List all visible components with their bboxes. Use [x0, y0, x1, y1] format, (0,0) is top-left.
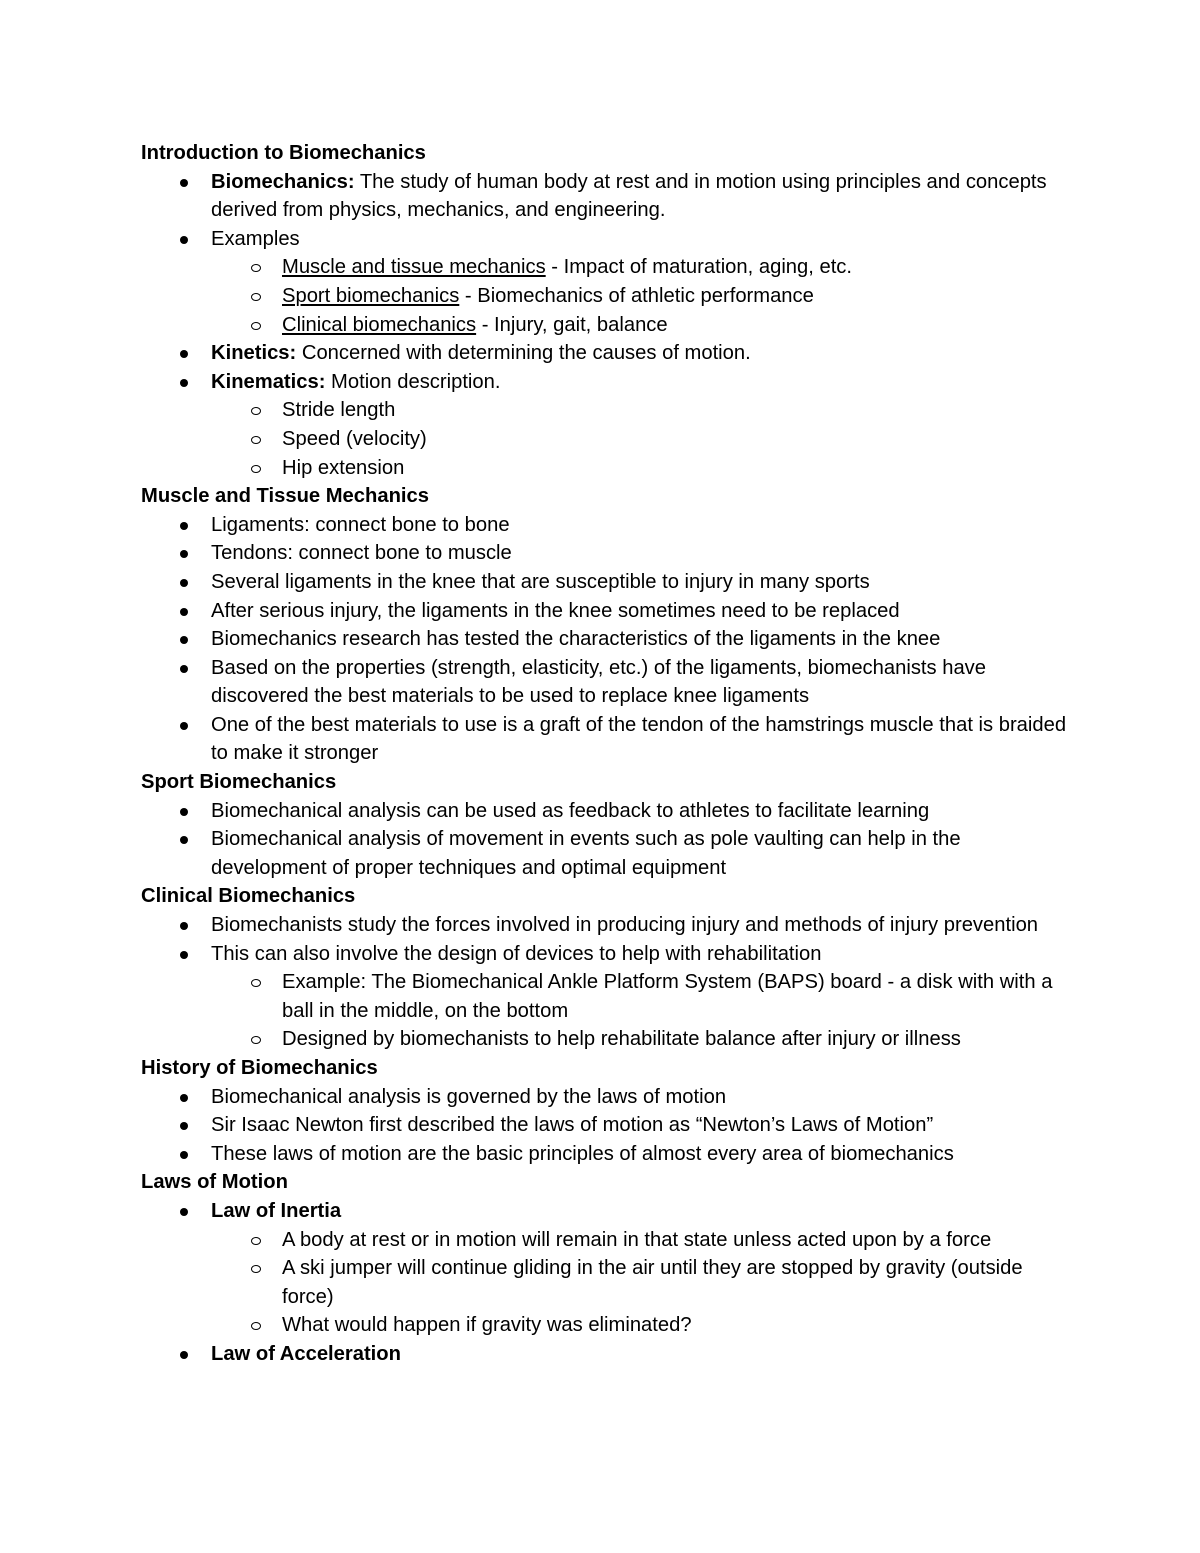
section-heading: History of Biomechanics — [141, 1057, 378, 1079]
item-text: Stride length — [282, 399, 396, 422]
list-item — [141, 625, 1071, 654]
item-text: Biomechanists study the forces involved in producing injury and methods of injury prevention — [211, 914, 1039, 937]
bullet-list — [141, 1197, 1071, 1369]
section-heading: Laws of Motion — [141, 1171, 288, 1194]
list-item — [141, 368, 1071, 482]
item-text: After serious injury, the ligaments in the knee sometimes need to be replaced — [211, 599, 900, 622]
sub-list — [141, 253, 1071, 339]
sub-list-item — [141, 968, 1071, 1025]
term: Law of Acceleration — [211, 1342, 401, 1365]
list-item — [141, 654, 1071, 711]
term: Law of Inertia — [211, 1199, 342, 1222]
item-text: Sir Isaac Newton first described the laws of motion as “Newton’s Laws of Motion” — [211, 1114, 934, 1137]
underlined-term: Sport biomechanics — [282, 284, 460, 307]
sub-list-item — [141, 253, 1071, 282]
item-text: The study of human body at rest and in motion using principles and concepts derived from physics, mechanics, and engineering. — [211, 170, 1047, 222]
list-item — [141, 711, 1071, 768]
bullet-list — [141, 511, 1071, 768]
list-item — [141, 1140, 1071, 1169]
bullet-list — [141, 911, 1071, 1054]
item-text: Motion description. — [325, 370, 501, 393]
item-text: Ligaments: connect bone to bone — [211, 513, 510, 536]
document-page — [141, 139, 1071, 1369]
item-text: What would happen if gravity was eliminated? — [282, 1314, 692, 1337]
underlined-term: Muscle and tissue mechanics — [282, 256, 546, 279]
item-text: A ski jumper will continue gliding in the air until they are stopped by gravity (outside force) — [282, 1257, 1023, 1308]
list-item — [141, 797, 1071, 826]
bullet-list — [141, 168, 1071, 483]
list-item — [141, 511, 1071, 540]
term: Kinematics: — [211, 370, 326, 393]
item-text: One of the best materials to use is a graft of the tendon of the hamstrings muscle that is braided to make it stronger — [211, 713, 1067, 765]
list-item — [141, 911, 1071, 940]
sub-list-item — [141, 311, 1071, 340]
item-text: - Impact of maturation, aging, etc. — [545, 256, 853, 279]
list-item — [141, 339, 1071, 368]
list-item — [141, 597, 1071, 626]
list-item — [141, 1083, 1071, 1112]
section-heading: Introduction to Biomechanics — [141, 142, 426, 164]
list-item — [141, 1111, 1071, 1140]
sub-list-item — [141, 454, 1071, 483]
item-text: Example: The Biomechanical Ankle Platform System (BAPS) board - a disk with with a ball in the middle, on the bottom — [282, 971, 1053, 1022]
section-heading: Sport Biomechanics — [141, 771, 337, 794]
item-text: - Injury, gait, balance — [476, 313, 668, 336]
list-item — [141, 225, 1071, 339]
sub-list — [141, 396, 1071, 482]
section-heading: Clinical Biomechanics — [141, 885, 356, 908]
sub-list-item — [141, 282, 1071, 311]
section-heading: Muscle and Tissue Mechanics — [141, 485, 429, 508]
item-text: Biomechanical analysis of movement in events such as pole vaulting can help in the development of proper techniques and optimal equipment — [211, 828, 961, 879]
item-text: Examples — [211, 227, 300, 250]
sub-list — [141, 1226, 1071, 1340]
item-text: Tendons: connect bone to muscle — [211, 542, 512, 565]
sub-list-item — [141, 1025, 1071, 1054]
item-text: Designed by biomechanists to help rehabilitate balance after injury or illness — [282, 1028, 961, 1051]
item-text: Speed (velocity) — [282, 427, 427, 450]
bullet-list — [141, 1083, 1071, 1169]
list-item — [141, 168, 1071, 225]
sub-list-item — [141, 425, 1071, 454]
sub-list-item — [141, 1254, 1071, 1311]
term: Kinetics: — [211, 342, 297, 365]
bullet-list — [141, 797, 1071, 883]
item-text: Based on the properties (strength, elasticity, etc.) of the ligaments, biomechanists have discovered the best materials to be used to replace knee ligaments — [211, 656, 986, 708]
list-item — [141, 825, 1071, 882]
item-text: Concerned with determining the causes of motion. — [296, 342, 751, 365]
sub-list-item — [141, 396, 1071, 425]
item-text: - Biomechanics of athletic performance — [459, 284, 814, 307]
item-text: These laws of motion are the basic principles of almost every area of biomechanics — [211, 1142, 954, 1165]
item-text: A body at rest or in motion will remain in that state unless acted upon by a force — [282, 1228, 992, 1251]
list-item — [141, 1197, 1071, 1340]
list-item — [141, 539, 1071, 568]
list-item — [141, 1340, 1071, 1369]
underlined-term: Clinical biomechanics — [282, 313, 477, 336]
item-text: This can also involve the design of devices to help with rehabilitation — [211, 942, 822, 965]
term: Biomechanics: — [211, 170, 355, 193]
sub-list-item — [141, 1311, 1071, 1340]
sub-list — [141, 968, 1071, 1054]
item-text: Biomechanical analysis can be used as feedback to athletes to facilitate learning — [211, 799, 930, 822]
list-item — [141, 940, 1071, 1054]
item-text: Biomechanics research has tested the characteristics of the ligaments in the knee — [211, 628, 941, 651]
item-text: Hip extension — [282, 456, 405, 479]
item-text: Several ligaments in the knee that are susceptible to injury in many sports — [211, 570, 870, 593]
list-item — [141, 568, 1071, 597]
item-text: Biomechanical analysis is governed by the laws of motion — [211, 1085, 727, 1108]
sub-list-item — [141, 1226, 1071, 1255]
